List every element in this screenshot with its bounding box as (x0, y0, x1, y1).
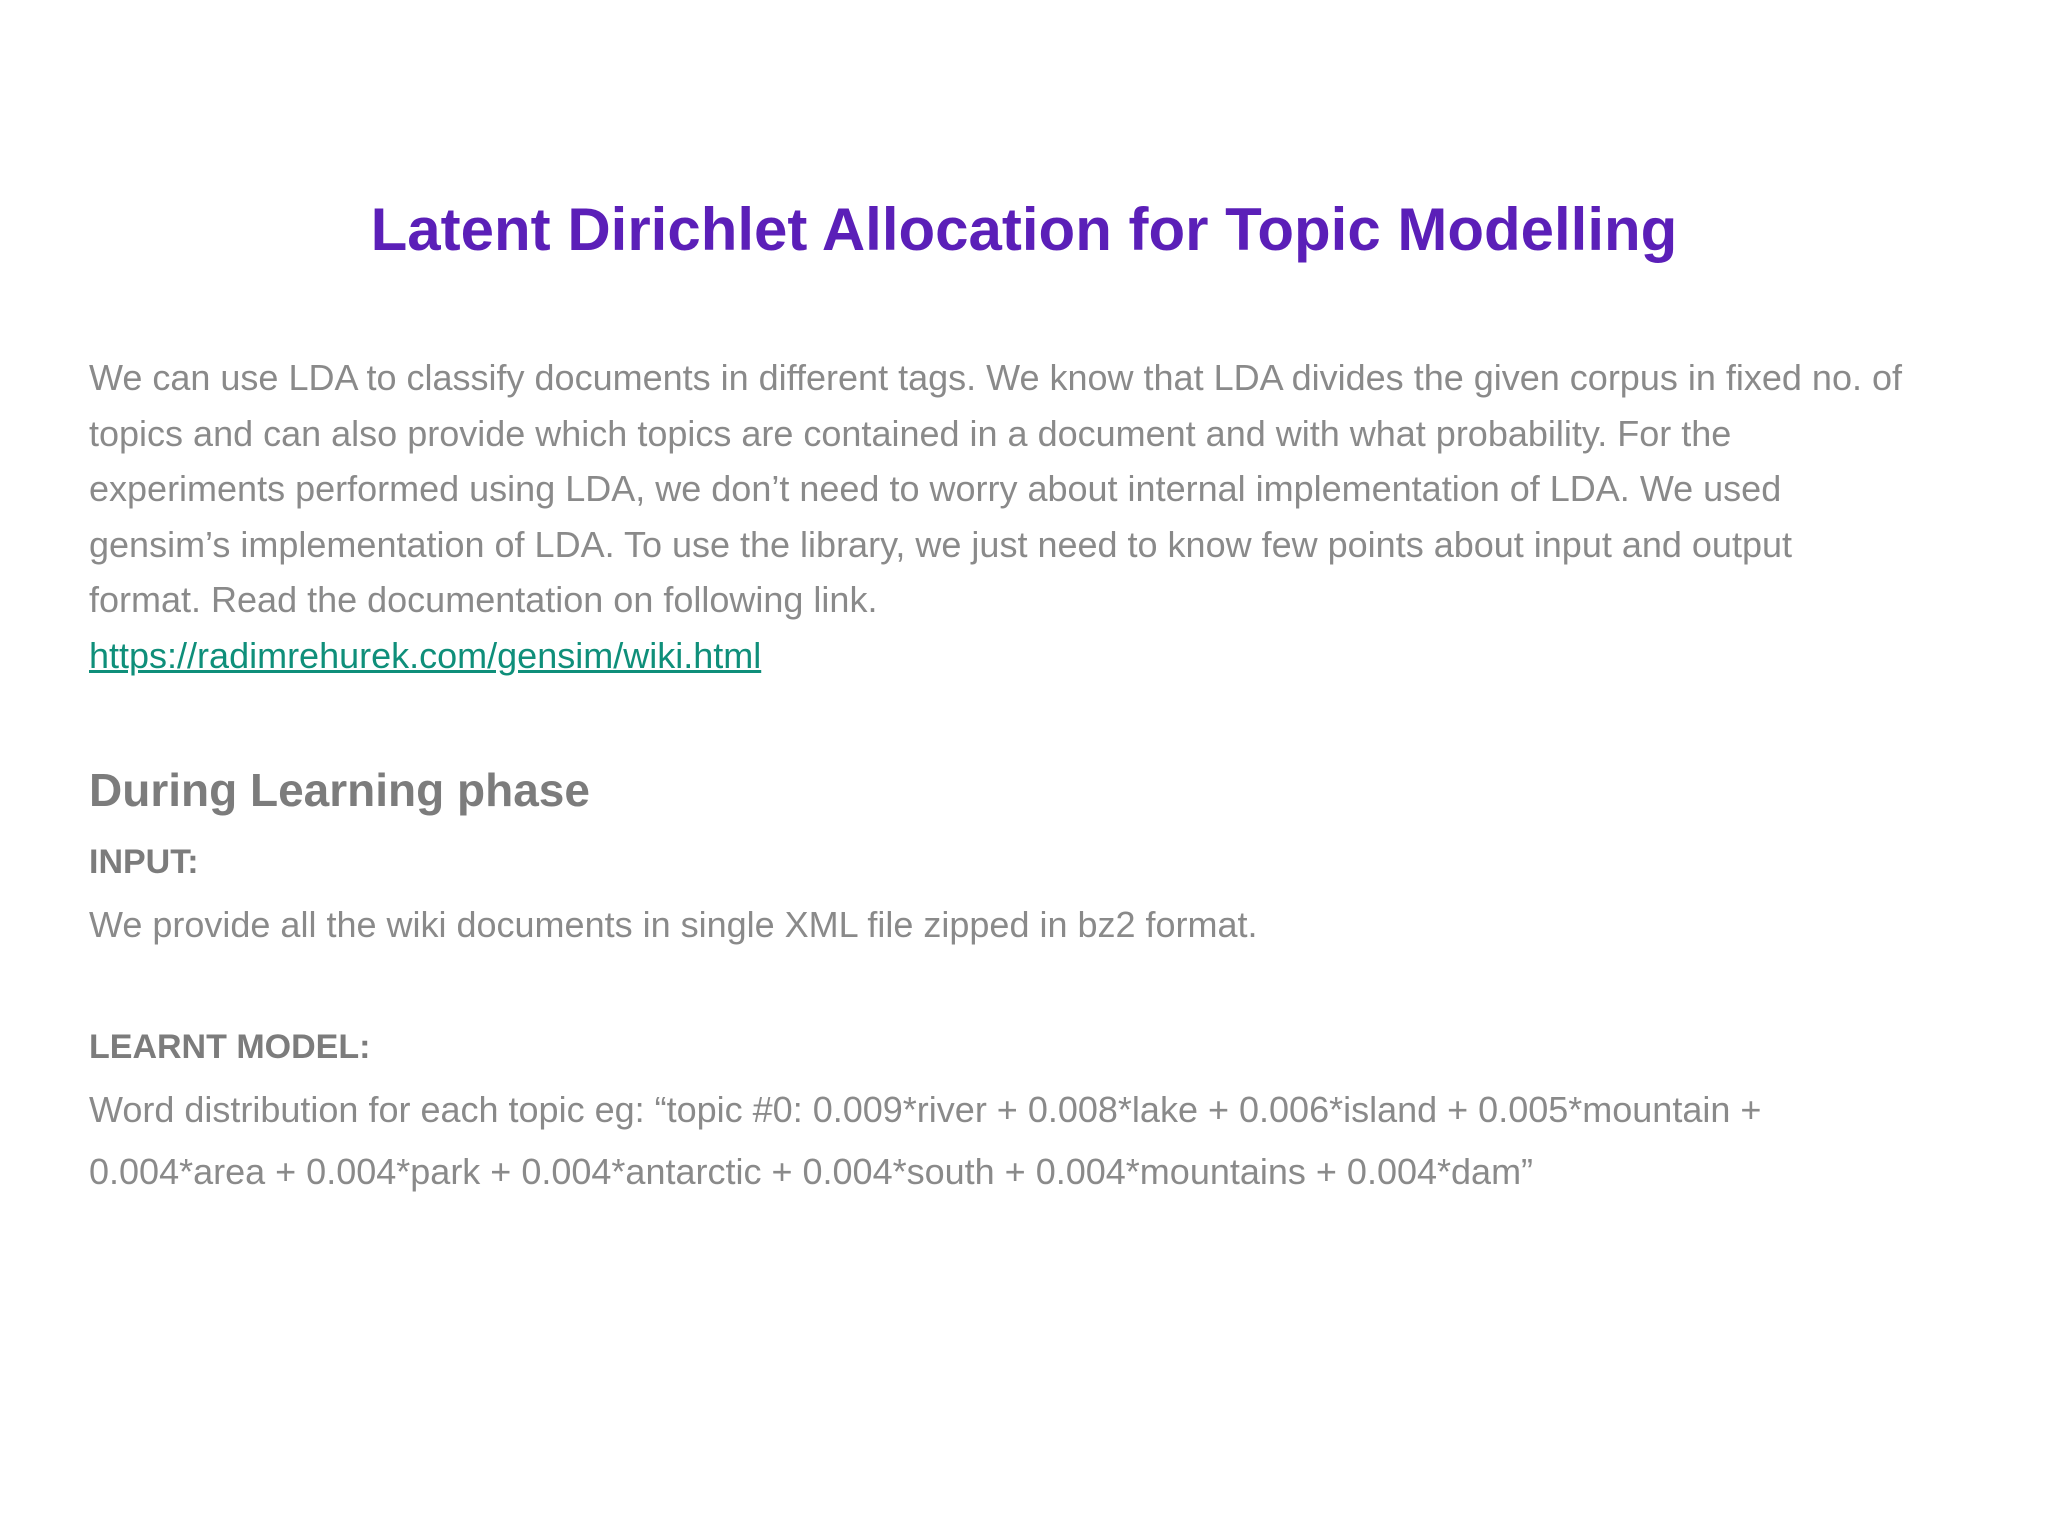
section-heading: During Learning phase (89, 764, 590, 816)
input-text: We provide all the wiki documents in single XML file zipped in bz2 format. (89, 904, 1258, 945)
input-label: INPUT: (89, 843, 199, 881)
intro-line: We can use LDA to classify documents in different tags. We know that LDA divides the given corpus in fixed no. of (89, 357, 1902, 398)
gensim-wiki-link[interactable]: https://radimrehurek.com/gensim/wiki.html (89, 634, 762, 676)
intro-paragraph (89, 350, 1989, 628)
slide-title: Latent Dirichlet Allocation for Topic Modelling (370, 196, 1678, 263)
intro-line: format. Read the documentation on following link. (89, 579, 878, 620)
intro-line: experiments performed using LDA, we don’t need to worry about internal implementation of LDA. We used (89, 468, 1782, 509)
learnt-model-label: LEARNT MODEL: (89, 1028, 371, 1066)
intro-block (89, 350, 1989, 683)
intro-line: gensim’s implementation of LDA. To use the library, we just need to know few points about input and output (89, 523, 1793, 565)
learnt-model-text-line: Word distribution for each topic eg: “topic #0: 0.009*river + 0.008*lake + 0.006*island + 0.005*mountain + (89, 1089, 1762, 1130)
intro-line: topics and can also provide which topics are contained in a document and with what probability. For the (89, 412, 1732, 454)
learnt-model-text-line: 0.004*area + 0.004*park + 0.004*antarctic + 0.004*south + 0.004*mountains + 0.004*dam” (89, 1151, 1534, 1192)
